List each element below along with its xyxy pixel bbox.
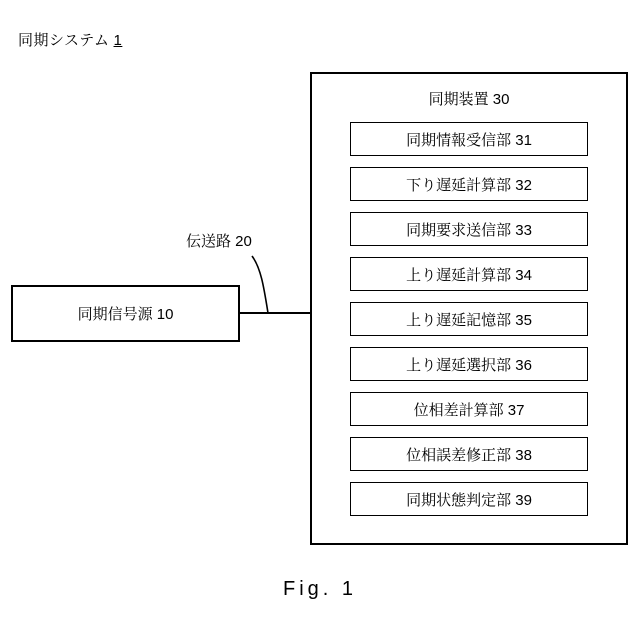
unit-item <box>350 482 588 516</box>
unit-label: 上り遅延計算部 34 <box>406 266 532 284</box>
unit-item <box>350 392 588 426</box>
unit-label: 下り遅延計算部 32 <box>406 176 532 194</box>
unit-item <box>350 167 588 201</box>
unit-item <box>350 122 588 156</box>
unit-label: 上り遅延選択部 36 <box>406 356 532 374</box>
system-title <box>18 29 122 50</box>
system-title-text: 同期システム <box>18 32 110 49</box>
unit-label: 同期要求送信部 33 <box>406 221 532 239</box>
sync-device-box <box>310 72 628 545</box>
system-title-number: 1 <box>113 32 123 49</box>
transmission-line-label: 伝送路 20 <box>186 233 252 250</box>
unit-item <box>350 257 588 291</box>
unit-label: 上り遅延記憶部 35 <box>406 311 532 329</box>
unit-item <box>350 212 588 246</box>
unit-item <box>350 347 588 381</box>
unit-label: 同期情報受信部 31 <box>406 131 532 149</box>
unit-label: 同期状態判定部 39 <box>406 491 532 509</box>
sync-signal-source-label: 同期信号源 10 <box>77 306 174 323</box>
unit-label: 位相誤差修正部 38 <box>406 446 532 464</box>
unit-item <box>350 302 588 336</box>
figure-caption: Fig. 1 <box>282 578 358 600</box>
sync-device-unit-list <box>350 122 588 516</box>
sync-device-title: 同期装置 30 <box>428 91 510 108</box>
sync-signal-source-box <box>11 285 240 342</box>
unit-label: 位相差計算部 37 <box>413 401 525 419</box>
unit-item <box>350 437 588 471</box>
